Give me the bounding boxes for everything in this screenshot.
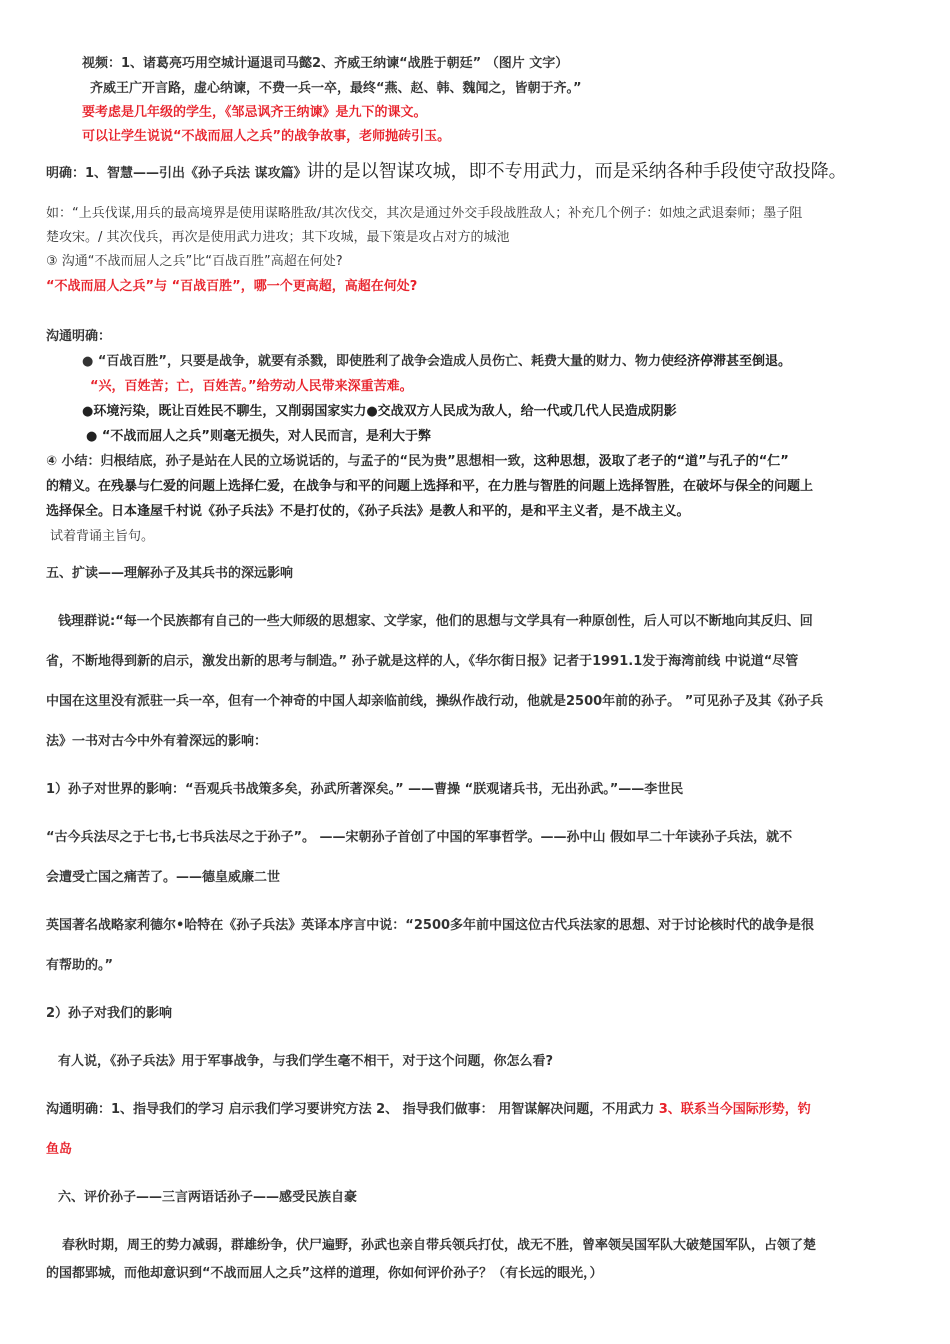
line-part: 这种思想，汲取了老子的“道”与孔子的“仁”	[533, 454, 789, 469]
text-line: ③ 沟通“不战而屈人之兵”比“百战百胜”高超在何处?	[46, 254, 343, 269]
section-heading: 六、评价孙子——三言两语话孙子——感受民族自豪	[58, 1190, 358, 1205]
text-line	[46, 1101, 811, 1119]
highlight-line: 鱼岛	[46, 1142, 73, 1157]
text-line: 试着背诵主旨句。	[50, 529, 155, 544]
text-line: 楚攻宋。/ 其次伐兵，再次是使用武力进攻；其下攻城，最下策是攻占对方的城池	[46, 230, 510, 245]
text-line: 有人说，《孙子兵法》用于军事战争，与我们学生毫不相干，对于这个问题，你怎么看?	[58, 1054, 554, 1069]
text-line: ● “不战而屈人之兵”则毫无损失，对人民而言，是利大于弊	[86, 429, 431, 444]
text-line: 英国著名战略家利德尔•哈特在《孙子兵法》英译本序言中说：“2500多年前中国这位古代兵法家的思想、对于讨论核时代的战争是很	[46, 918, 815, 933]
text-line: 省，不断地得到新的启示，激发出新的思考与制造。” 孙子就是这样的人，《华尔街日报》记者于1991.1发于海湾前线 中说道“尽管	[46, 654, 799, 669]
highlight-line: 要考虑是几年级的学生，《邹忌讽齐王纳谏》是九下的课文。	[82, 105, 427, 120]
line-part: 3、联系当今国际形势，钓	[658, 1102, 811, 1117]
text-line	[46, 163, 847, 183]
highlight-line: “不战而屈人之兵”与 “百战百胜”，哪一个更高超，高超在何处?	[46, 279, 418, 294]
section-heading: 2）孙子对我们的影响	[46, 1006, 173, 1021]
section-heading: 五、扩读——理解孙子及其兵书的深远影响	[46, 566, 294, 581]
text-line: 中国在这里没有派驻一兵一卒，但有一个神奇的中国人却亲临前线，操纵作战行动，他就是2500年前的孙子。 ”可见孙子及其《孙子兵	[46, 694, 824, 709]
text-line: 如：“上兵伐谋,用兵的最高境界是使用谋略胜敌/其次伐交，其次是通过外交手段战胜敌人；补充几个例子：如烛之武退秦师；墨子阻	[46, 206, 803, 221]
line-part: ● “百战百胜”，只要是战争，就要有杀戮，即使胜利了战争会造成人员伤亡、耗费大量的财力、物力使	[82, 354, 674, 369]
text-line	[82, 353, 791, 371]
text-line: 有帮助的。”	[46, 958, 114, 973]
text-line: ●环境污染，既让百姓民不聊生，又削弱国家实力●交战双方人民成为敌人，给一代或几代人民造成阴影	[82, 404, 677, 419]
line-part: ④ 小结：归根结底，孙子是站在人民的立场说话的，与孟子的“民为贵”思想相一致，	[46, 454, 534, 469]
text-line: 视频：1、诸葛亮巧用空城计逼退司马懿2、齐威王纳谏“战胜于朝廷” （图片 文字）	[82, 56, 569, 71]
text-line: 沟通明确：	[46, 329, 112, 344]
text-line: 齐威王广开言路，虚心纳谏，不费一兵一卒，最终“燕、赵、韩、魏闻之，皆朝于齐。”	[90, 81, 582, 96]
line-part: 沟通明确：1、指导我们的学习 启示我们学习要讲究方法 2、 指导我们做事： 用智谋解决问题，不用武力	[46, 1102, 659, 1117]
line-part: 经济停滞甚至倒退。	[673, 354, 791, 369]
text-line: 钱理群说:“每一个民族都有自己的一些大师级的思想家、文学家，他们的思想与文学具有一种原创性，后人可以不断地向其反归、回	[58, 614, 813, 629]
text-line: “古今兵法尽之于七书,七书兵法尽之于孙子”。 ——宋朝孙子首创了中国的军事哲学。——孙中山 假如早二十年读孙子兵法，就不	[46, 830, 793, 845]
text-line: 1）孙子对世界的影响：“吾观兵书战策多矣，孙武所著深矣。” ——曹操 “朕观诸兵书，无出孙武。”——李世民	[46, 782, 684, 797]
text-line: 会遭受亡国之痛苦了。——德皇威廉二世	[46, 870, 281, 885]
text-line: 春秋时期，周王的势力减弱，群雄纷争，伏尸遍野，孙武也亲自带兵领兵打仗，战无不胜，曾率领吴国军队大破楚国军队，占领了楚	[62, 1238, 817, 1253]
highlight-line: 可以让学生说说“不战而屈人之兵”的战争故事，老师抛砖引玉。	[82, 129, 451, 144]
text-line: 选择保全。日本逢屋千村说《孙子兵法》不是打仗的，《孙子兵法》是教人和平的，是和平主义者，是不战主义。	[46, 504, 690, 519]
text-line: 的精义。在残暴与仁爱的问题上选择仁爱，在战争与和平的问题上选择和平，在力胜与智胜的问题上选择智胜，在破坏与保全的问题上	[46, 479, 814, 494]
highlight-line: “兴，百姓苦；亡，百姓苦。”给劳动人民带来深重苦难。	[90, 379, 413, 394]
line-part: 明确：1、智慧——引出《孙子兵法 谋攻篇》	[46, 166, 307, 181]
text-line: 法》一书对古今中外有着深远的影响：	[46, 734, 268, 749]
text-line: 的国都郢城，而他却意识到“不战而屈人之兵”这样的道理，你如何评价孙子？（有长远的眼光，）	[46, 1266, 603, 1281]
line-part: 讲的是以智谋攻城，即不专用武力，而是采纳各种手段使守敌投降。	[306, 161, 847, 182]
text-line	[46, 453, 789, 471]
